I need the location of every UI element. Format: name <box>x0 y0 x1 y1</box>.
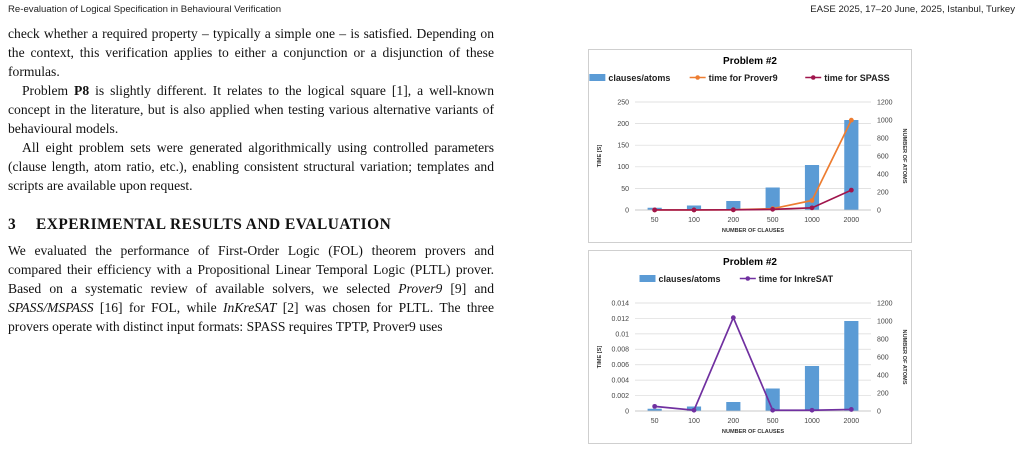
chart-title: Problem #2 <box>723 56 777 67</box>
header-paper-title: Re-evaluation of Logical Specification in Behavioural Verification <box>8 4 282 15</box>
x-axis-title: NUMBER OF CLAUSES <box>721 228 785 234</box>
y-axis-title: TIME [S] <box>597 345 603 369</box>
text-column <box>8 24 494 336</box>
series-line <box>655 120 852 210</box>
y-tick-label: 0.002 <box>611 392 629 400</box>
y2-tick-label: 0 <box>877 207 881 215</box>
paragraph-4 <box>8 241 494 336</box>
y-tick-label: 0.006 <box>611 362 629 370</box>
bar <box>726 402 740 411</box>
legend-label: time for SPASS <box>824 73 890 83</box>
y-tick-label: 0.004 <box>611 377 629 385</box>
legend-swatch-bar <box>640 275 656 282</box>
x-axis-title: NUMBER OF CLAUSES <box>721 429 785 435</box>
bar <box>805 366 819 411</box>
paragraph-3: All eight problem sets were generated algorithmically using controlled parameters (clause length, atom ratio, etc.), enabling consistent structural variation; templates and scripts are available upon request. <box>8 140 494 193</box>
data-point <box>731 207 736 212</box>
chart-title: Problem #2 <box>723 257 777 268</box>
y2-tick-label: 800 <box>877 336 889 344</box>
data-point <box>810 205 815 210</box>
y-tick-label: 0.014 <box>611 300 629 308</box>
paragraph-4-text: We evaluated the performance of First-Order Logic (FOL) theorem provers and compared their efficiency with a Propositional Linear Temporal Logic (PLTL) prover. Based on a systematic review of available solvers, we selected <box>8 243 494 296</box>
paragraph-2 <box>8 81 494 138</box>
y-tick-label: 200 <box>617 121 629 128</box>
y2-tick-label: 1000 <box>877 117 893 125</box>
header-venue: EASE 2025, 17–20 June, 2025, Istanbul, Turkey <box>810 4 1015 15</box>
chart-prover9-spass <box>588 49 912 243</box>
data-point <box>849 407 854 412</box>
x-tick-label: 2000 <box>843 418 860 425</box>
x-tick-label: 1000 <box>804 217 820 224</box>
data-point <box>692 408 697 413</box>
section-number: 3 <box>8 216 17 233</box>
data-point <box>692 208 697 213</box>
y-tick-label: 150 <box>617 142 629 150</box>
data-point <box>849 188 854 193</box>
data-point <box>652 208 657 213</box>
legend-swatch-marker <box>811 75 816 80</box>
chart-legend <box>640 274 834 284</box>
data-point <box>652 404 657 409</box>
y-tick-label: 0.01 <box>615 331 629 339</box>
y2-axis-title: NUMBER OF ATOMS <box>901 329 907 385</box>
x-tick-label: 1000 <box>804 418 820 425</box>
chart-legend <box>589 73 889 83</box>
data-point <box>770 207 775 212</box>
section-heading <box>8 215 494 234</box>
bar <box>844 321 858 411</box>
series-line <box>655 190 852 210</box>
legend-swatch-bar <box>589 74 605 81</box>
y2-tick-label: 400 <box>877 171 889 179</box>
data-point <box>849 118 854 123</box>
y-tick-label: 250 <box>617 99 629 107</box>
legend-swatch-marker <box>746 276 751 281</box>
section-title: EXPERIMENTAL RESULTS AND EVALUATION <box>36 216 392 233</box>
paragraph-2-text: Problem <box>22 83 75 98</box>
y2-axis-title: NUMBER OF ATOMS <box>901 128 907 184</box>
legend-label: time for Prover9 <box>708 73 778 83</box>
bar <box>844 120 858 210</box>
y2-tick-label: 200 <box>877 390 889 398</box>
data-point <box>731 315 736 320</box>
x-tick-label: 500 <box>766 418 779 425</box>
paragraph-4-text-b: [9] and <box>442 281 494 296</box>
y-axis-title: TIME [S] <box>597 144 603 168</box>
data-point <box>770 408 775 413</box>
problem-p8: P8 <box>74 83 90 98</box>
y-tick-label: 100 <box>617 164 629 172</box>
x-tick-label: 50 <box>650 418 659 425</box>
legend-label: time for InkreSAT <box>758 274 834 284</box>
legend-label: clauses/atoms <box>608 73 671 83</box>
y2-tick-label: 0 <box>877 408 881 416</box>
running-header <box>8 4 1015 18</box>
chart-prover9-spass-svg <box>589 50 911 242</box>
data-point <box>810 408 815 413</box>
x-tick-label: 100 <box>688 217 700 224</box>
series-line <box>655 318 852 411</box>
y2-tick-label: 400 <box>877 372 889 380</box>
y-tick-label: 0 <box>625 207 629 215</box>
paragraph-4-text-c: [16] for FOL, while <box>93 300 224 315</box>
paragraph-2-text-rest: is slightly different. It relates to the logical square [1], a well-known concept in the literature, but is also applied when testing various alternative variants of behavioural models. <box>8 83 495 136</box>
y-tick-label: 50 <box>621 185 629 193</box>
x-tick-label: 200 <box>727 217 740 224</box>
x-tick-label: 50 <box>650 217 659 224</box>
y-tick-label: 0.008 <box>611 346 629 354</box>
chart-inkresat-svg <box>589 251 911 443</box>
data-point <box>810 198 815 203</box>
x-tick-label: 100 <box>688 418 700 425</box>
bar <box>805 165 819 210</box>
inkresat-name: InKreSAT <box>223 300 277 315</box>
y2-tick-label: 1200 <box>877 300 893 308</box>
spass-name: SPASS/MSPASS <box>8 300 94 315</box>
y2-tick-label: 1200 <box>877 99 893 107</box>
prover9-name: Prover9 <box>398 281 443 296</box>
y2-tick-label: 1000 <box>877 318 893 326</box>
y-tick-label: 0 <box>625 408 629 416</box>
y2-tick-label: 800 <box>877 135 889 143</box>
x-tick-label: 200 <box>727 418 740 425</box>
x-tick-label: 500 <box>766 217 779 224</box>
legend-swatch-marker <box>695 75 700 80</box>
y2-tick-label: 600 <box>877 153 889 161</box>
paragraph-4-text-d: [2] was chosen for PLTL. The three provers operate with distinct input formats: SPASS requires TPTP, Prover9 uses <box>8 300 494 334</box>
legend-label: clauses/atoms <box>658 274 721 284</box>
paragraph-1: check whether a required property – typically a simple one – is satisfied. Depending on the context, this verification applies to either a conjunction or a disjunction of these formulas. <box>8 26 494 79</box>
chart-inkresat <box>588 250 912 444</box>
x-tick-label: 2000 <box>843 217 860 224</box>
y2-tick-label: 600 <box>877 354 889 362</box>
y2-tick-label: 200 <box>877 189 889 197</box>
y-tick-label: 0.012 <box>611 315 629 323</box>
